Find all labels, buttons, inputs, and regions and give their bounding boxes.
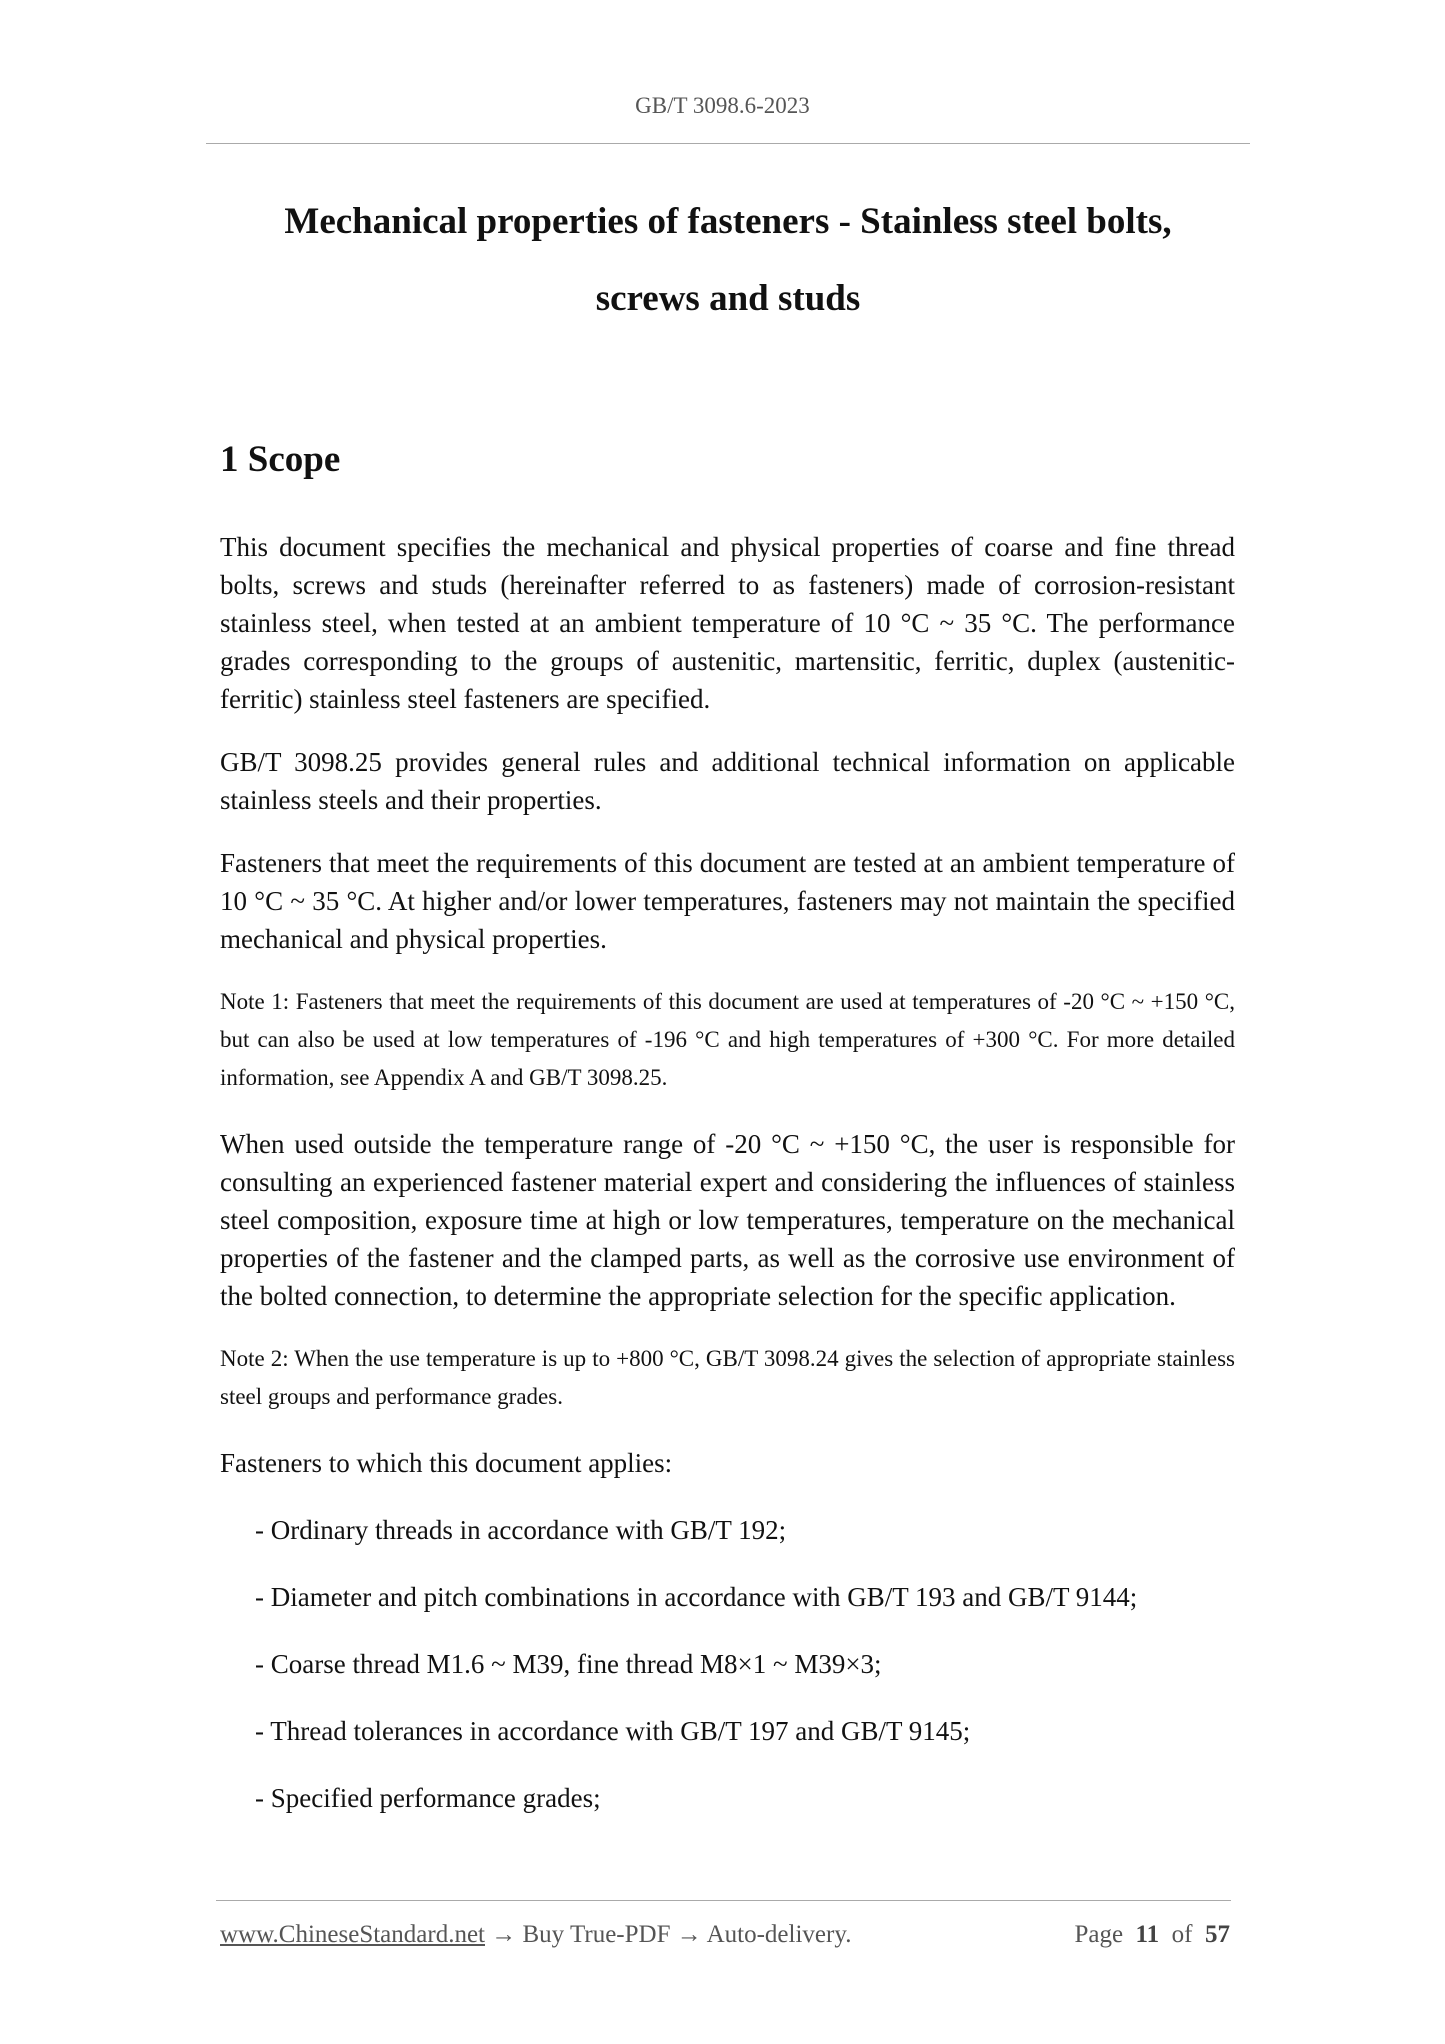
list-item: - Coarse thread M1.6 ~ M39, fine thread M8×1 ~ M39×3; <box>255 1649 882 1679</box>
note-1: Note 1: Fasteners that meet the requirements of this document are used at temperatures of -20 °C ~ +150 °C, but can also be used at low temperatures of -196 °C and high temperatures of +300 °C. For more detailed information, see Appendix A and GB/T 3098.25. <box>220 989 1235 1090</box>
running-header: GB/T 3098.6-2023 <box>635 93 810 118</box>
page-current: 11 <box>1135 1921 1160 1948</box>
title-line-1: Mechanical properties of fasteners - Stainless steel bolts, <box>284 201 1172 242</box>
section-heading: 1 Scope <box>220 439 341 480</box>
note-2: Note 2: When the use temperature is up to +800 °C, GB/T 3098.24 gives the selection of appropriate stainless steel groups and performance grades. <box>220 1346 1235 1409</box>
paragraph-outside-range: When used outside the temperature range of -20 °C ~ +150 °C, the user is responsible for consulting an experienced fastener material expert and considering the influences of stainless steel composition, exposure time at high or low temperatures, temperature on the mechanical properties of the fastener and the clamped parts, as well as the corrosive use environment of the bolted connection, to determine the appropriate selection for the specific application. <box>220 1129 1235 1311</box>
page-label: Page <box>1074 1921 1124 1948</box>
footer-promo-text: → Buy True-PDF → Auto-delivery. <box>485 1921 852 1948</box>
footer-divider <box>216 1900 1231 1901</box>
document-title <box>206 183 1250 337</box>
list-item: - Specified performance grades; <box>255 1783 601 1813</box>
site-link[interactable]: www.ChineseStandard.net <box>220 1921 485 1948</box>
list-item: - Ordinary threads in accordance with GB/T 192; <box>255 1515 787 1545</box>
header-divider <box>206 143 1250 144</box>
page-number <box>1074 1921 1230 1949</box>
title-line-2: screws and studs <box>595 278 861 319</box>
page-of: of <box>1171 1921 1193 1948</box>
paragraph-general-rules: GB/T 3098.25 provides general rules and additional technical information on applicable stainless steels and their properties. <box>220 747 1235 815</box>
page-total: 57 <box>1205 1921 1230 1948</box>
body-content <box>220 528 1235 1846</box>
footer-promo <box>220 1921 851 1949</box>
list-item: - Thread tolerances in accordance with GB/T 197 and GB/T 9145; <box>255 1716 971 1746</box>
paragraph-ambient-temperature: Fasteners that meet the requirements of this document are tested at an ambient temperature of 10 °C ~ 35 °C. At higher and/or lower temperatures, fasteners may not maintain the specified mechanical and physical properties. <box>220 848 1235 954</box>
list-item: - Diameter and pitch combinations in accordance with GB/T 193 and GB/T 9144; <box>255 1582 1138 1612</box>
paragraph-applies-intro: Fasteners to which this document applies: <box>220 1448 673 1478</box>
paragraph-scope: This document specifies the mechanical and physical properties of coarse and fine thread bolts, screws and studs (hereinafter referred to as fasteners) made of corrosion-resistant stainless steel, when tested at an ambient temperature of 10 °C ~ 35 °C. The performance grades corresponding to the groups of austenitic, martensitic, ferritic, duplex (austenitic-ferritic) stainless steel fasteners are specified. <box>220 532 1235 714</box>
